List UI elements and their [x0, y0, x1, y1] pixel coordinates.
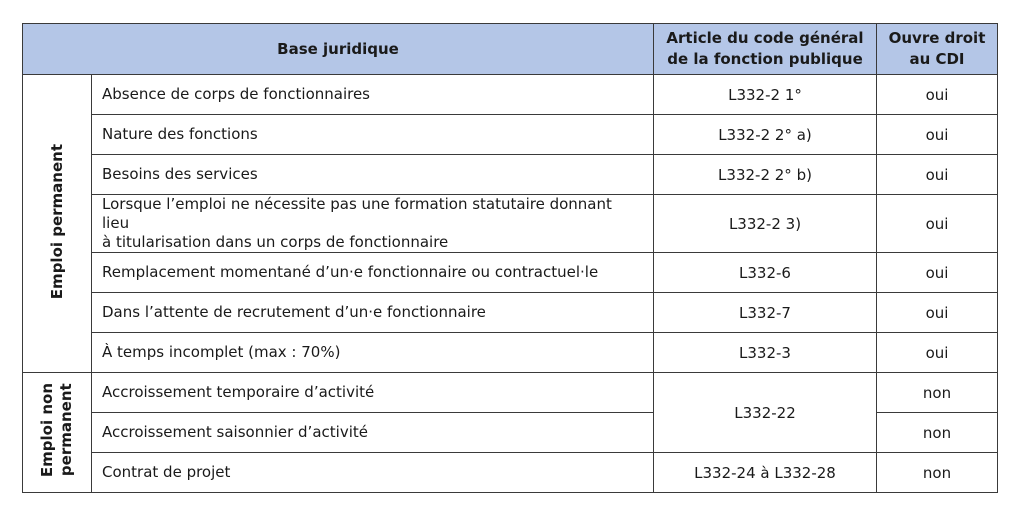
row-label: Contrat de projet [92, 453, 654, 493]
table-row [23, 75, 998, 115]
row-cdi: non [877, 453, 998, 493]
row-cdi: oui [877, 333, 998, 373]
row-cdi: non [877, 373, 998, 413]
header-cdi [877, 24, 998, 75]
table-row [23, 115, 998, 155]
table-row [23, 453, 998, 493]
row-label: À temps incomplet (max : 70%) [92, 333, 654, 373]
header-base: Base juridique [23, 24, 654, 75]
group-permanent-label: Emploi permanent [47, 143, 66, 300]
table-row [23, 253, 998, 293]
group-non-permanent [23, 373, 92, 493]
row-article: L332-2 1° [654, 75, 877, 115]
row-cdi: non [877, 413, 998, 453]
row-cdi: oui [877, 75, 998, 115]
row-label: Besoins des services [92, 155, 654, 195]
table-row [23, 333, 998, 373]
row-label [92, 195, 654, 253]
row-cdi: oui [877, 155, 998, 195]
table-row [23, 155, 998, 195]
row-label: Remplacement momentané d’un·e fonctionnaire ou contractuel·le [92, 253, 654, 293]
row-label: Absence de corps de fonctionnaires [92, 75, 654, 115]
row-article: L332-24 à L332-28 [654, 453, 877, 493]
row-cdi: oui [877, 253, 998, 293]
group-non-permanent-line2: permanent [57, 384, 75, 477]
table-row [23, 373, 998, 413]
row-label-line2: à titularisation dans un corps de fonctionnaire [102, 233, 449, 251]
header-article [654, 24, 877, 75]
row-article: L332-3 [654, 333, 877, 373]
header-cdi-line1: Ouvre droit [888, 29, 986, 47]
header-article-line2: de la fonction publique [667, 50, 863, 68]
header-article-line1: Article du code général [666, 29, 864, 47]
row-article: L332-2 2° b) [654, 155, 877, 195]
row-article: L332-6 [654, 253, 877, 293]
group-permanent [23, 75, 92, 373]
row-cdi: oui [877, 293, 998, 333]
row-cdi: oui [877, 195, 998, 253]
row-article: L332-22 [654, 373, 877, 453]
header-row [23, 24, 998, 75]
row-article: L332-2 3) [654, 195, 877, 253]
row-article: L332-2 2° a) [654, 115, 877, 155]
legal-basis-table [22, 23, 998, 493]
group-non-permanent-label [38, 383, 76, 477]
row-label-line1: Lorsque l’emploi ne nécessite pas une formation statutaire donnant lieu [102, 195, 612, 232]
row-article: L332-7 [654, 293, 877, 333]
row-cdi: oui [877, 115, 998, 155]
table-row [23, 293, 998, 333]
header-cdi-line2: au CDI [909, 50, 965, 68]
row-label: Nature des fonctions [92, 115, 654, 155]
group-non-permanent-line1: Emploi non [38, 383, 56, 478]
row-label: Accroissement saisonnier d’activité [92, 413, 654, 453]
row-label: Dans l’attente de recrutement d’un·e fonctionnaire [92, 293, 654, 333]
row-label: Accroissement temporaire d’activité [92, 373, 654, 413]
table-row [23, 195, 998, 253]
